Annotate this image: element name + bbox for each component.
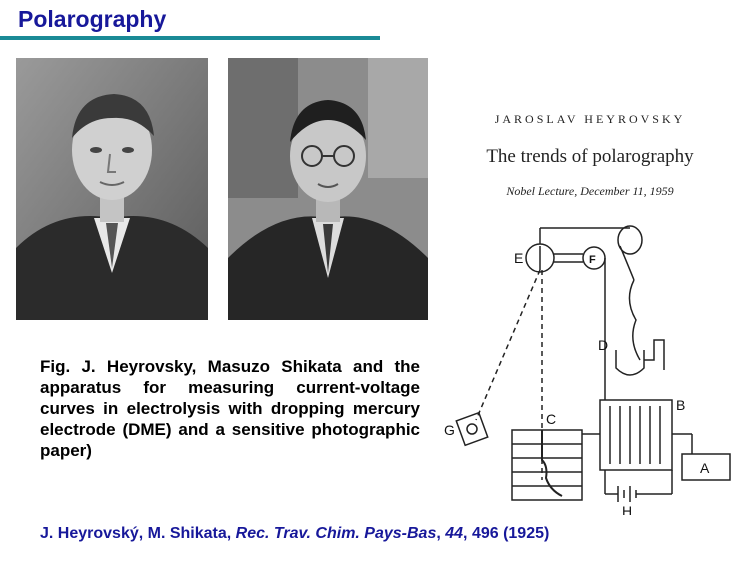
lecture-date: Nobel Lecture, December 11, 1959 — [506, 184, 674, 198]
shikata-portrait-image — [228, 58, 428, 320]
citation-authors: J. Heyrovský, M. Shikata, — [40, 525, 236, 542]
heyrovsky-portrait-image — [16, 58, 208, 320]
heyrovsky-photo — [16, 58, 208, 320]
figure-caption: Fig. J. Heyrovsky, Masuzo Shikata and the apparatus for measuring current-voltage curves in electrolysis with dropping mercury electrode (DME) and a sensitive photographic paper) — [40, 357, 420, 460]
title-underline — [0, 36, 380, 40]
page-title: Polarography — [18, 6, 167, 32]
lecture-author: JAROSLAV HEYROVSKY — [494, 112, 686, 126]
citation — [40, 525, 549, 543]
citation-volume: 44 — [445, 525, 464, 542]
citation-separator: , — [436, 525, 446, 542]
label-c: C — [546, 411, 557, 427]
label-g: G — [444, 422, 455, 438]
citation-journal: Rec. Trav. Chim. Pays-Bas — [235, 525, 437, 542]
apparatus-diagram — [430, 210, 740, 515]
lecture-title: The trends of polarography — [486, 146, 694, 167]
label-e: E — [514, 250, 524, 266]
label-h: H — [622, 503, 633, 515]
label-b: B — [676, 397, 686, 413]
shikata-photo — [228, 58, 428, 320]
citation-pages-year: , 496 (1925) — [463, 525, 550, 542]
label-f: F — [589, 254, 596, 266]
label-a: A — [700, 460, 710, 476]
label-d: D — [598, 337, 609, 353]
